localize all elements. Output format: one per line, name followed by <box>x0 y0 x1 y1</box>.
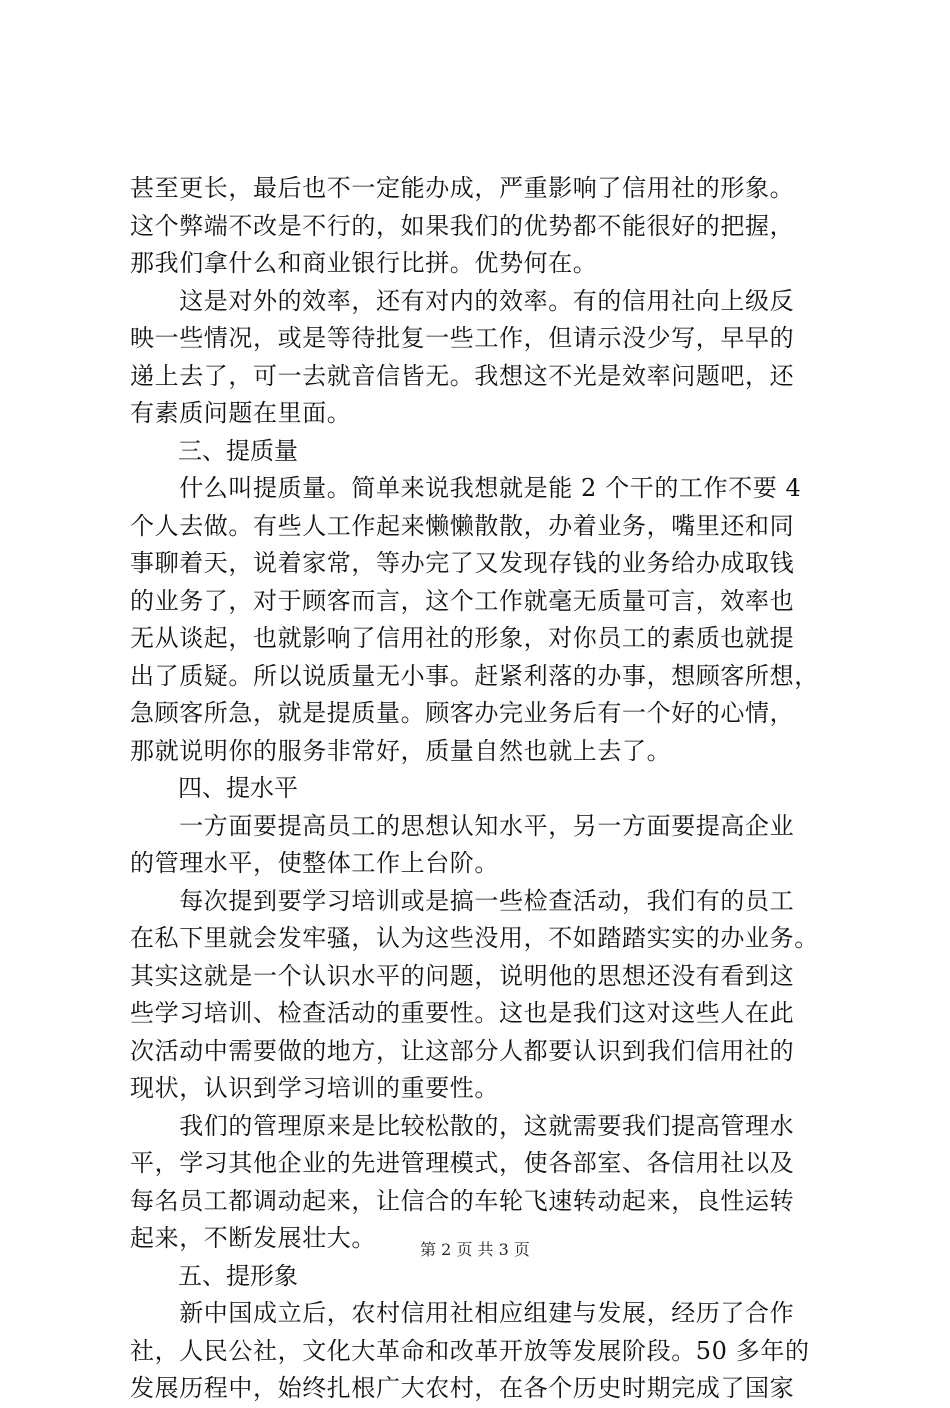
paragraph-line: 次活动中需要做的地方，让这部分人都要认识到我们信用社的 <box>130 1036 795 1065</box>
paragraph-line: 什么叫提质量。简单来说我想就是能 2 个干的工作不要 4 <box>130 474 802 502</box>
paragraph-line: 递上去了，可一去就音信皆无。我想这不光是效率问题吧，还 <box>130 361 795 390</box>
paragraph-line: 发展历程中，始终扎根广大农村，在各个历史时期完成了国家 <box>130 1374 795 1402</box>
paragraph-line: 映一些情况，或是等待批复一些工作，但请示没少写，早早的 <box>130 324 795 352</box>
paragraph-line: 无从谈起，也就影响了信用社的形象，对你员工的素质也就提 <box>130 624 795 652</box>
paragraph-line: 事聊着天，说着家常，等办完了又发现存钱的业务给办成取钱 <box>130 549 795 577</box>
paragraph-line: 起来，不断发展壮大。 <box>130 1224 376 1252</box>
paragraph-line: 这是对外的效率，还有对内的效率。有的信用社向上级反 <box>130 286 795 315</box>
section-heading: 五、提形象 <box>178 1261 298 1290</box>
paragraph-line: 新中国成立后，农村信用社相应组建与发展，经历了合作 <box>130 1299 795 1327</box>
paragraph-line: 个人去做。有些人工作起来懒懒散散，办着业务，嘴里还和同 <box>130 511 795 540</box>
paragraph-line: 一方面要提高员工的思想认知水平，另一方面要提高企业 <box>130 811 795 840</box>
paragraph-line: 那我们拿什么和商业银行比拼。优势何在。 <box>130 249 598 277</box>
paragraph-line: 的管理水平，使整体工作上台阶。 <box>130 849 499 877</box>
paragraph-line: 有素质问题在里面。 <box>130 399 352 427</box>
paragraph-line: 出了质疑。所以说质量无小事。赶紧利落的办事，想顾客所想， <box>130 661 819 690</box>
paragraph-line: 每次提到要学习培训或是搞一些检查活动，我们有的员工 <box>130 886 795 915</box>
paragraph-line: 社，人民公社，文化大革命和改革开放等发展阶段。50 多年的 <box>130 1336 810 1365</box>
page-number-footer: 第 2 页 共 3 页 <box>420 1240 530 1259</box>
paragraph-line: 每名员工都调动起来，让信合的车轮飞速转动起来，良性运转 <box>130 1186 795 1215</box>
paragraph-line: 其实这就是一个认识水平的问题，说明他的思想还没有看到这 <box>130 961 795 990</box>
paragraph-line: 现状，认识到学习培训的重要性。 <box>130 1074 499 1102</box>
document-body <box>130 170 840 1408</box>
paragraph-line: 这个弊端不改是不行的，如果我们的优势都不能很好的把握， <box>130 211 795 240</box>
paragraph-line: 我们的管理原来是比较松散的，这就需要我们提高管理水 <box>130 1111 795 1140</box>
paragraph-line: 的业务了，对于顾客而言，这个工作就毫无质量可言，效率也 <box>130 586 795 615</box>
paragraph-line: 些学习培训、检查活动的重要性。这也是我们这对这些人在此 <box>130 999 795 1027</box>
paragraph-line: 平，学习其他企业的先进管理模式，使各部室、各信用社以及 <box>130 1149 795 1177</box>
paragraph-line: 在私下里就会发牢骚，认为这些没用，不如踏踏实实的办业务。 <box>130 924 819 952</box>
paragraph-line: 甚至更长，最后也不一定能办成，严重影响了信用社的形象。 <box>130 174 795 202</box>
section-heading: 三、提质量 <box>178 436 298 465</box>
paragraph-line: 那就说明你的服务非常好，质量自然也就上去了。 <box>130 736 672 765</box>
section-heading: 四、提水平 <box>178 774 298 802</box>
paragraph-line: 急顾客所急，就是提质量。顾客办完业务后有一个好的心情， <box>130 699 795 727</box>
